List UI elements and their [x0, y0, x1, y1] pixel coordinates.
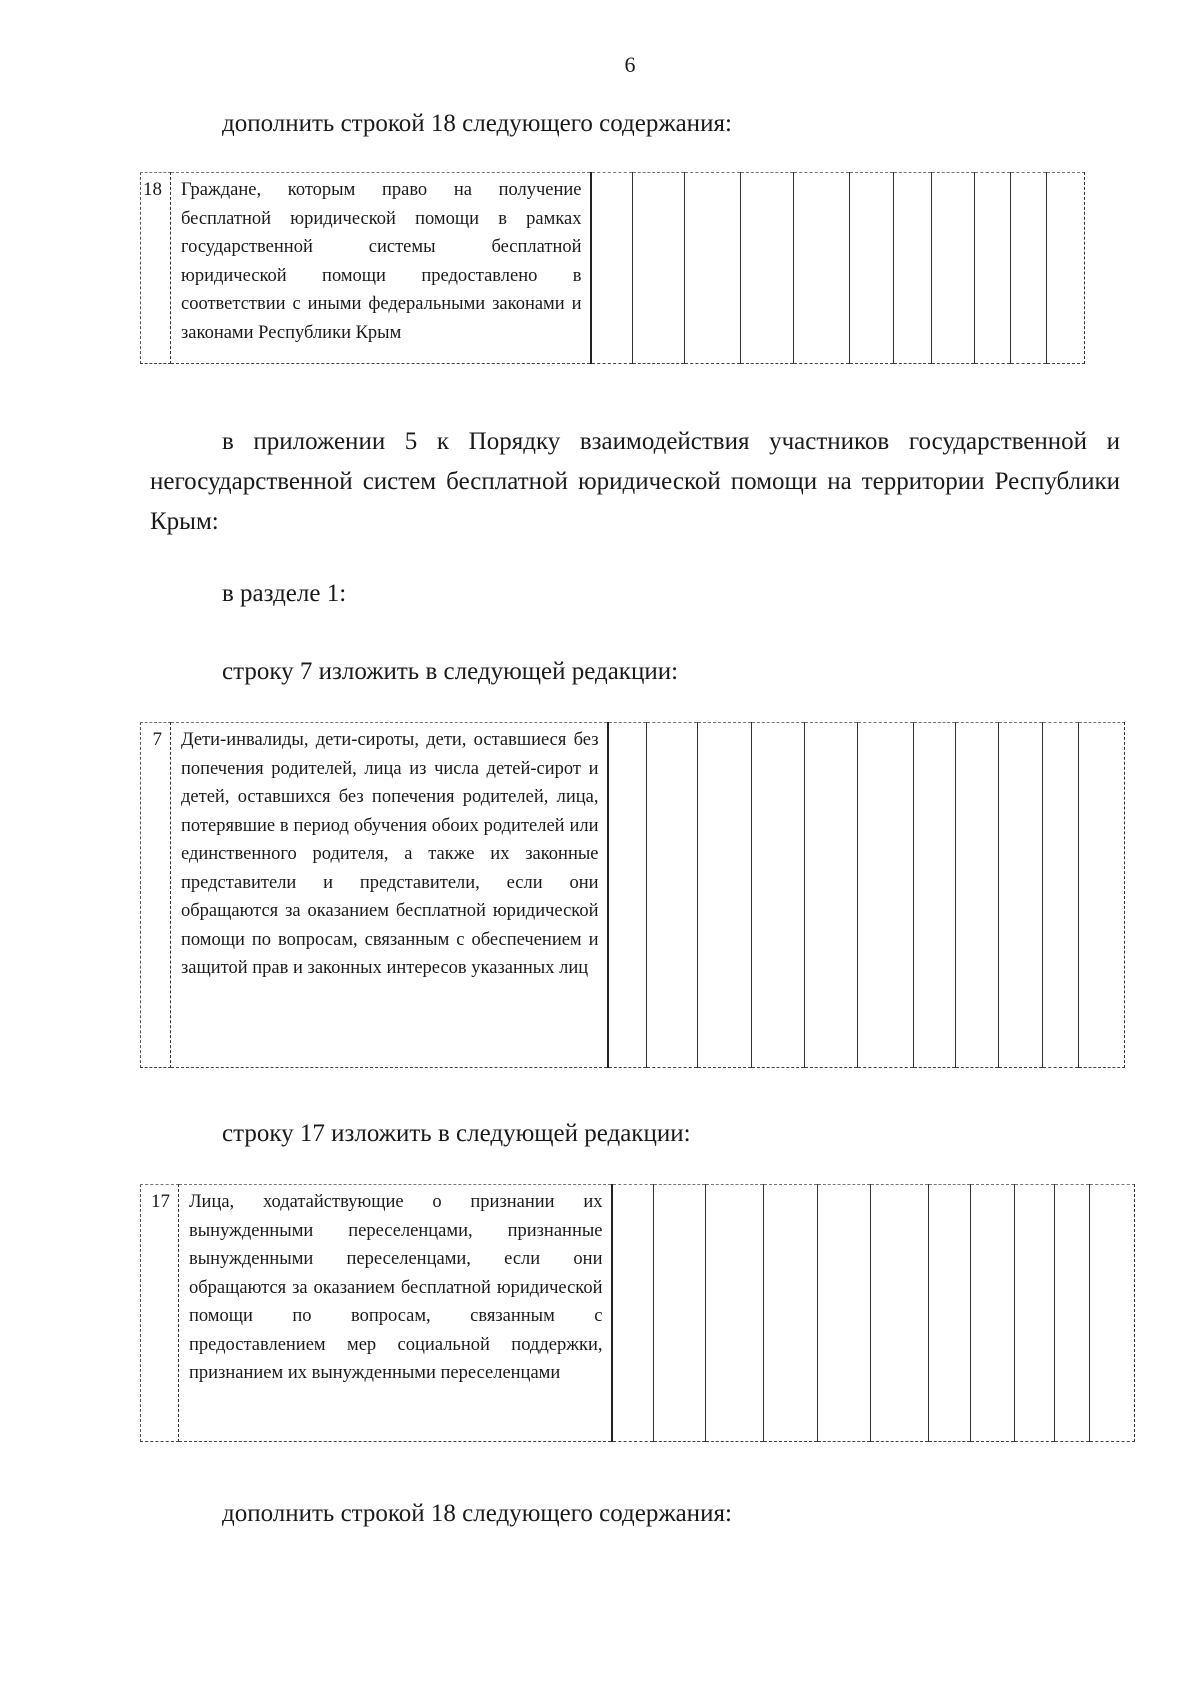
empty-cell — [929, 1185, 971, 1442]
empty-cell — [914, 723, 956, 1068]
empty-cell — [633, 173, 685, 364]
section-line: в разделе 1: — [222, 580, 347, 607]
empty-cell — [818, 1185, 871, 1442]
empty-cell — [741, 173, 794, 364]
empty-cell — [612, 1185, 654, 1442]
empty-cell — [1011, 173, 1047, 364]
empty-cell — [894, 173, 932, 364]
row-description: Граждане, которым право на получение бесплатной юридической помощи в рамках государственной системы бесплатной юридической помощи предоставлено в соответствии с иными федеральными законами и законами Республики Крым — [171, 173, 591, 364]
empty-cell — [956, 723, 999, 1068]
empty-cell — [1047, 173, 1085, 364]
table-row-7 — [140, 722, 1125, 1068]
empty-cell — [685, 173, 741, 364]
empty-cell — [591, 173, 633, 364]
empty-cell — [706, 1185, 764, 1442]
page-number: 6 — [624, 52, 636, 77]
row-description: Лица, ходатайствующие о признании их вынужденными переселенцами, признанные вынужденными переселенцами, если они обращаются за оказанием бесплатной юридической помощи по вопросам, связанным с предоставлением мер социальной поддержки, признанием их вынужденными переселенцами — [179, 1185, 612, 1442]
instruction-row-7: строку 7 изложить в следующей редакции: — [222, 658, 679, 685]
appendix-paragraph: в приложении 5 к Порядку взаимодействия участников государственной и негосударственной систем бесплатной юридической помощи на территории Республики Крым: — [150, 428, 1120, 535]
empty-cell — [1015, 1185, 1055, 1442]
empty-cell — [858, 723, 914, 1068]
empty-cell — [1055, 1185, 1090, 1442]
table-row — [141, 723, 1125, 1068]
instruction-row-17: строку 17 изложить в следующей редакции: — [222, 1120, 691, 1147]
empty-cell — [1090, 1185, 1135, 1442]
empty-cell — [752, 723, 805, 1068]
empty-cell — [794, 173, 850, 364]
empty-cell — [608, 723, 647, 1068]
row-description: Дети-инвалиды, дети-сироты, дети, оставшиеся без попечения родителей, лица из числа детей-сирот и детей, оставшихся без попечения родителей, лица, потерявшие в период обучения обоих родителей или единственного родителя, а также их законные представители и представители, если они обращаются за оказанием бесплатной юридической помощи по вопросам, связанным с обеспечением и защитой прав и законных интересов указанных лиц — [171, 723, 608, 1068]
empty-cell — [871, 1185, 929, 1442]
empty-cell — [1043, 723, 1079, 1068]
empty-cell — [971, 1185, 1015, 1442]
empty-cell — [805, 723, 858, 1068]
empty-cell — [850, 173, 894, 364]
row-number: 18 — [141, 173, 171, 364]
empty-cell — [999, 723, 1043, 1068]
table-row — [141, 1185, 1135, 1442]
table-row — [141, 173, 1085, 364]
row-number: 17 — [141, 1185, 179, 1442]
instruction-add-row-18-bottom: дополнить строкой 18 следующего содержания: — [222, 1500, 732, 1527]
empty-cell — [764, 1185, 818, 1442]
table-row-17 — [140, 1184, 1135, 1442]
instruction-add-row-18-top: дополнить строкой 18 следующего содержания: — [222, 110, 732, 137]
empty-cell — [654, 1185, 706, 1442]
empty-cell — [1079, 723, 1125, 1068]
row-number: 7 — [141, 723, 171, 1068]
empty-cell — [698, 723, 752, 1068]
empty-cell — [647, 723, 698, 1068]
empty-cell — [975, 173, 1011, 364]
table-row-18 — [140, 172, 1085, 364]
empty-cell — [932, 173, 975, 364]
